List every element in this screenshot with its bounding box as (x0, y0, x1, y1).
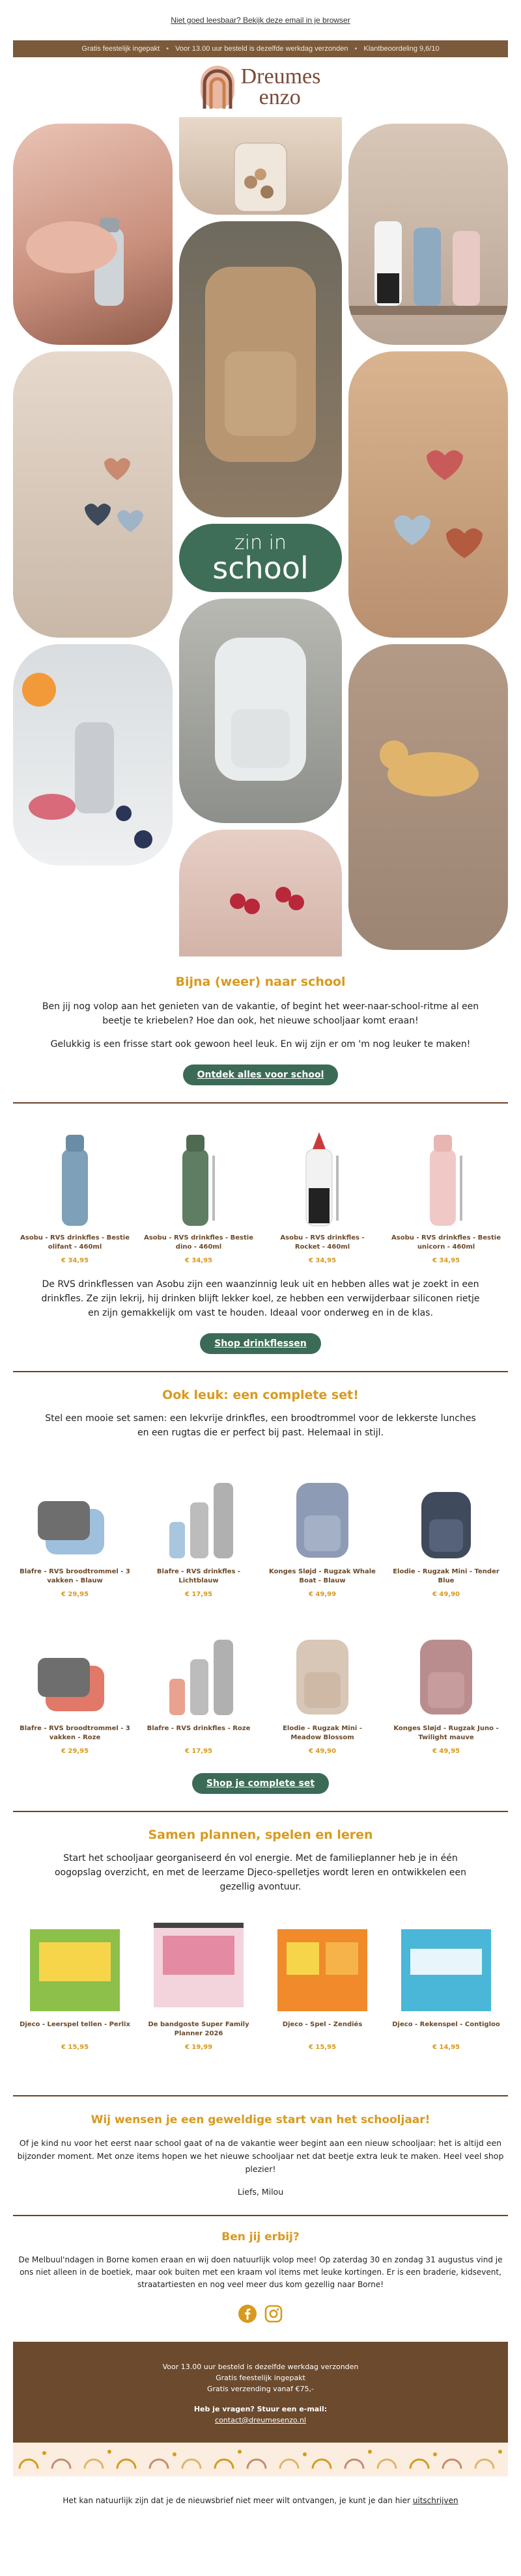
footer-line: Gratis verzending vanaf €75,- (207, 2385, 314, 2393)
product-name[interactable]: Blafre - RVS drinkfles - Roze (147, 1725, 251, 1732)
logo-line1: Dreumes (240, 64, 321, 88)
product-price: € 29,95 (61, 1591, 89, 1598)
product-name[interactable]: Djeco - Rekenspel - Contigloo (392, 2021, 500, 2028)
product-name[interactable]: Asobu - RVS drinkfles - Rocket - 460ml (280, 1234, 365, 1251)
set-product-row-2 (0, 1614, 521, 1755)
bottle-elephant-icon (55, 1130, 94, 1227)
product-price: € 34,95 (184, 1257, 213, 1264)
shop-bottles-button[interactable]: Shop drinkflessen (200, 1333, 321, 1354)
zin-in-school-badge[interactable] (179, 524, 342, 592)
product-price: € 49,90 (432, 1591, 460, 1598)
product-card[interactable] (267, 1457, 378, 1598)
product-card[interactable] (391, 1123, 501, 1264)
usp-item: Gratis feestelijk ingepakt (81, 45, 160, 53)
unsubscribe-link[interactable]: uitschrijven (412, 2496, 458, 2505)
hero-photo-white-backpack (179, 599, 342, 823)
bottle-rocket-icon (300, 1130, 345, 1227)
usp-separator: • (166, 45, 169, 53)
product-card[interactable] (267, 1614, 378, 1755)
plan-title: Samen plannen, spelen en leren (148, 1828, 373, 1842)
hero-photo-snack-jar (179, 117, 342, 215)
bottles-pink-icon (156, 1620, 241, 1718)
contact-email-link[interactable]: contact@dreumesenzo.nl (215, 2416, 306, 2424)
footer-info (13, 2342, 508, 2443)
wish-signoff: Liefs, Milou (237, 2187, 284, 2197)
product-name[interactable]: Djeco - Spel - Zendiés (282, 2021, 363, 2028)
view-in-browser-link[interactable]: Niet goed leesbaar? Bekijk deze email in je browser (171, 16, 350, 25)
usp-item: Voor 13.00 uur besteld is dezelfde werkdag verzonden (175, 45, 348, 53)
hero-photo-cherry-bag (179, 830, 342, 956)
rainbow-pattern-icon (13, 2443, 508, 2476)
erbij-text: De Melbuul'ndagen in Borne komen eraan en wij doen natuurlijk volop mee! Op zaterdag 30 en zondag 31 augustus vind je ons niet alleen in de boetiek, maar ook buiten met een kraam vol items met leuke kortingen. Er is een braderie, kidsevent, straatartiesten en nog veel meer dus kom gezellig naar Borne! (18, 2255, 503, 2289)
set-title: Ook leuk: een complete set! (162, 1388, 359, 1402)
explore-school-button[interactable]: Ontdek alles voor school (183, 1064, 339, 1085)
unsubscribe-text: Het kan natuurlijk zijn dat je de nieuwsbrief niet meer wilt ontvangen, je kunt je dan hier uitschrijven (63, 2496, 458, 2505)
hero-photo-leopard-jacket (348, 644, 508, 950)
wish-title: Wij wensen je een geweldige start van het schooljaar! (91, 2113, 430, 2126)
product-name[interactable]: Elodie - Rugzak Mini - Tender Blue (393, 1568, 500, 1584)
product-price: € 29,95 (61, 1748, 89, 1755)
footer-line: Voor 13.00 uur besteld is dezelfde werkdag verzonden (162, 2363, 359, 2371)
product-price: € 49,95 (432, 1748, 460, 1755)
product-price: € 15,95 (308, 2044, 337, 2051)
leopard-icon (348, 644, 508, 950)
game-perlix-icon (26, 1916, 124, 2014)
logo-mark-icon (201, 66, 234, 109)
product-name[interactable]: Asobu - RVS drinkfles - Bestie unicorn - 460ml (391, 1234, 501, 1251)
bottle-icon (13, 124, 173, 345)
intro-text-2: Gelukkig is een frisse start ook gewoon heel leuk. En wij zijn er om 'm nog leuker te maken! (50, 1039, 471, 1050)
preheader (0, 0, 521, 40)
hearts-icon (348, 351, 508, 638)
product-price: € 17,95 (184, 1591, 213, 1598)
product-card[interactable] (20, 1910, 130, 2051)
product-name[interactable]: Asobu - RVS drinkfles - Bestie dino - 460ml (144, 1234, 253, 1251)
usp-bar (13, 40, 508, 57)
product-price: € 34,95 (308, 1257, 337, 1264)
set-product-row-1 (0, 1457, 521, 1598)
instagram-icon[interactable] (264, 2304, 283, 2324)
product-name[interactable]: Konges Sløjd - Rugzak Whale Boat - Blauw (269, 1568, 376, 1584)
footer-pattern (13, 2443, 508, 2476)
product-card[interactable] (143, 1614, 254, 1755)
product-price: € 19,99 (184, 2044, 213, 2051)
set-text: Stel een mooie set samen: een lekvrije drinkfles, een broodtrommel voor de lekkerste lunches en een rugtas die er perfect bij past. Helemaal in stijl. (45, 1413, 476, 1438)
product-name[interactable]: Blafre - RVS broodtrommel - 3 vakken - Blauw (20, 1568, 130, 1584)
product-price: € 49,99 (308, 1591, 337, 1598)
hero-photo-backpack-brown (179, 221, 342, 517)
product-name[interactable]: Djeco - Leerspel tellen - Perlix (20, 2021, 130, 2028)
shop-set-button[interactable]: Shop je complete set (192, 1773, 329, 1794)
product-card[interactable] (20, 1614, 130, 1755)
footer-question: Heb je vragen? Stuur een e-mail: (193, 2405, 328, 2413)
lunch-icon (13, 644, 173, 865)
jar-icon (179, 117, 342, 215)
game-zendies-icon (274, 1916, 371, 2014)
product-price: € 34,95 (61, 1257, 89, 1264)
product-price: € 49,90 (308, 1748, 337, 1755)
product-card[interactable] (143, 1123, 254, 1264)
social-links (0, 2304, 521, 2324)
logo-wordmark (241, 66, 321, 109)
logo-line2: enzo (259, 85, 301, 109)
product-name[interactable]: De bandgoste Super Family Planner 2026 (148, 2021, 249, 2037)
backpack-whale-icon (290, 1476, 355, 1561)
bottles-text: De RVS drinkflessen van Asobu zijn een waanzinnig leuk uit en hebben alles wat je zoekt in een drinkfles. Ze zijn lekrij, hij drinken blijft lekker koel, ze hebben een verwijderbaar siliconen rietje en zijn gemakkelijk om vast te houden. Ideaal voor onderweg en in de klas. (41, 1279, 480, 1318)
product-card[interactable] (267, 1910, 378, 2051)
intro-title: Bijna (weer) naar school (175, 975, 346, 989)
footer-line: Gratis feestelijk ingepakt (216, 2374, 305, 2382)
bottles-shelf-icon (348, 124, 508, 345)
wish-text: Of je kind nu voor het eerst naar school gaat of na de vakantie weer begint aan een nieuw schooljaar: het is altijd een bijzonder moment. Met onze items hopen we het nieuwe schooljaar net dat beetje extra leuk te maken. Heel veel shop plezier! (17, 2138, 504, 2174)
product-name[interactable]: Elodie - Rugzak Mini - Meadow Blossom (283, 1725, 362, 1741)
erbij-title: Ben jij erbij? (221, 2230, 300, 2244)
facebook-icon[interactable] (238, 2304, 257, 2324)
product-card[interactable] (20, 1457, 130, 1598)
bottles-product-row (0, 1123, 521, 1264)
brand-logo[interactable] (0, 57, 521, 117)
product-price: € 34,95 (432, 1257, 460, 1264)
usp-separator: • (354, 45, 358, 53)
bottles-blue-icon (156, 1463, 241, 1561)
product-price: € 15,95 (61, 2044, 89, 2051)
backpack-blue-icon (414, 1483, 479, 1561)
plan-product-row (0, 1910, 521, 2051)
family-planner-icon (150, 1916, 247, 2014)
bottle-unicorn-icon (423, 1130, 469, 1227)
product-price: € 17,95 (184, 1748, 213, 1755)
product-name[interactable]: Blafre - RVS broodtrommel - 3 vakken - Roze (20, 1725, 130, 1741)
lunchbox-blue-icon (33, 1489, 117, 1561)
badge-line1: zin in (234, 531, 287, 554)
product-card[interactable] (391, 1457, 501, 1598)
product-card[interactable] (391, 1614, 501, 1755)
badge-line2: school (212, 550, 309, 586)
hero-photo-heart-backpack (348, 351, 508, 638)
backpack-meadow-icon (290, 1633, 355, 1718)
product-price: € 14,95 (432, 2044, 460, 2051)
intro-text-1: Ben jij nog volop aan het genieten van de vakantie, of begint het weer-naar-school-ritme al een beetje te kriebelen? Hoe dan ook, het nieuwe schooljaar komt eraan! (42, 1001, 479, 1026)
product-card[interactable] (267, 1123, 378, 1264)
hearts-icon (13, 351, 173, 638)
hero-photo-heart-jacket (13, 351, 173, 638)
product-name[interactable]: Blafre - RVS drinkfles - Lichtblauw (156, 1568, 241, 1584)
hero-mosaic[interactable] (13, 117, 508, 956)
hero-photo-bottles-shelf (348, 124, 508, 345)
game-contigloo-icon (397, 1916, 495, 2014)
product-card[interactable] (391, 1910, 501, 2051)
product-card[interactable] (143, 1910, 254, 2051)
product-card[interactable] (20, 1123, 130, 1264)
hero-photo-lunch-bottle (13, 644, 173, 865)
product-name[interactable]: Konges Sløjd - Rugzak Juno - Twilight mauve (393, 1725, 499, 1741)
plan-text: Start het schooljaar georganiseerd én vol energie. Met de familieplanner heb je in één oogopslag overzicht, en met de leerzame Djeco-spelletjes wordt leren en ontwikkelen een gezellig avontuur. (54, 1853, 467, 1892)
bottle-dino-icon (176, 1130, 221, 1227)
usp-item: Klantbeoordeling 9,6/10 (363, 45, 440, 53)
lunchbox-pink-icon (33, 1646, 117, 1718)
backpack-icon (179, 599, 342, 823)
cherry-icon (179, 830, 342, 956)
backpack-mauve-icon (414, 1633, 479, 1718)
product-name[interactable]: Asobu - RVS drinkfles - Bestie olifant - 460ml (20, 1234, 130, 1251)
hero-photo-girl-bottle (13, 124, 173, 345)
product-card[interactable] (143, 1457, 254, 1598)
backpack-icon (179, 221, 342, 517)
